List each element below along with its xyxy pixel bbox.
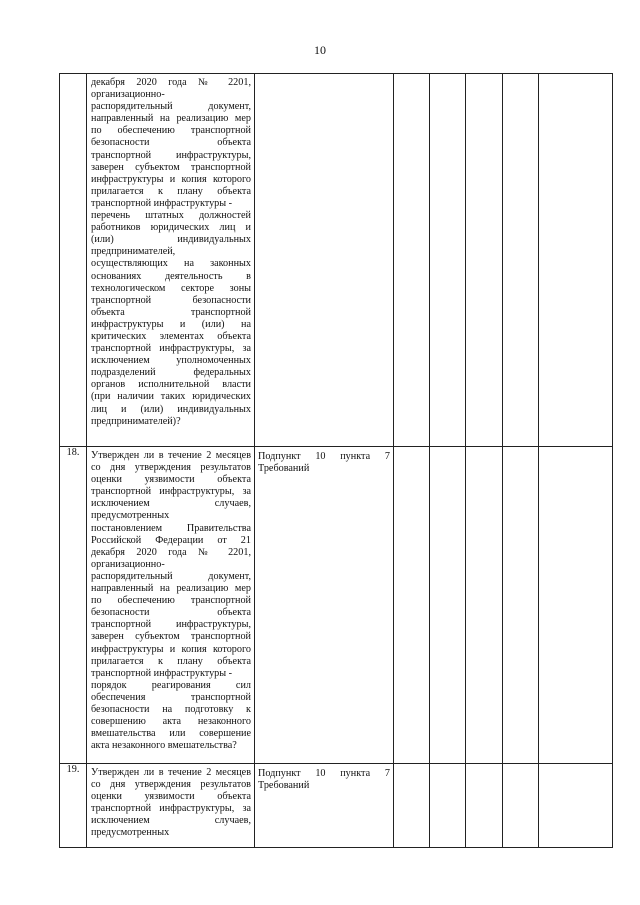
question-line: работников юридических лиц и	[91, 222, 251, 234]
question-line: (при наличии таких юридических	[91, 391, 251, 403]
reference-document: Требований	[258, 463, 310, 475]
reference-word: 7	[384, 451, 390, 462]
answer-cell	[466, 74, 503, 447]
question-line: подразделений федеральных	[91, 367, 251, 379]
question-line: инфраструктуры и (или) на	[91, 318, 251, 330]
question-line: объекта транспортной	[91, 306, 251, 318]
question-line: распорядительный документ,	[91, 101, 251, 113]
question-line: по обеспечению транспортной	[91, 595, 251, 607]
answer-cell	[394, 764, 430, 848]
question-line: лиц и (или) индивидуальных	[91, 403, 251, 415]
question-line: критических элементах объекта	[91, 330, 251, 342]
question-line: органов исполнительной власти	[91, 379, 251, 391]
answer-cell	[394, 74, 430, 447]
question-line: направленный на реализацию мер	[91, 113, 251, 125]
reference-word: 10	[315, 451, 326, 462]
answer-cell	[503, 447, 539, 764]
question-line: предпринимателей)?	[91, 415, 181, 427]
question-line: транспортной инфраструктуры,	[91, 619, 251, 631]
question-line: со дня утверждения результатов	[91, 462, 251, 474]
question-line: Российской Федерации от 21	[91, 534, 251, 546]
question-line: предусмотренных	[91, 510, 170, 522]
question-line: перечень штатных должностей	[91, 210, 251, 222]
question-line: исключением случаев,	[91, 498, 251, 510]
answer-cell	[539, 447, 613, 764]
question-line: заверен субъектом транспортной	[91, 161, 251, 173]
reference-document: Требований	[258, 780, 310, 792]
answer-cell	[503, 764, 539, 848]
question-line: Утвержден ли в течение 2 месяцев	[91, 767, 251, 778]
question-line: исключением случаев,	[91, 815, 251, 827]
question-line: оценки уязвимости объекта	[91, 791, 251, 803]
question-line: декабря 2020 года № 2201,	[91, 77, 251, 88]
question-line: распорядительный документ,	[91, 570, 251, 582]
question-line: технологическом секторе зоны	[91, 282, 251, 294]
checklist-row	[60, 74, 613, 447]
question-line: основаниях деятельность в	[91, 270, 251, 282]
reference-word: Подпункт	[258, 451, 301, 462]
question-line: декабря 2020 года № 2201,	[91, 546, 251, 558]
row-number: 19.	[60, 764, 87, 848]
requirement-reference-cell	[255, 74, 394, 447]
question-line: заверен субъектом транспортной	[91, 631, 251, 643]
question-line: безопасности объекта	[91, 137, 251, 149]
question-line: исключением уполномоченных	[91, 355, 251, 367]
question-line: транспортной инфраструктуры, за	[91, 486, 251, 498]
question-cell	[87, 764, 255, 848]
question-line: со дня утверждения результатов	[91, 779, 251, 791]
answer-cell	[539, 74, 613, 447]
checklist-table	[59, 73, 613, 848]
question-line: транспортной инфраструктуры -	[91, 667, 233, 679]
question-line: предусмотренных	[91, 827, 170, 839]
question-line: совершению акта незаконного	[91, 716, 251, 728]
answer-cell	[394, 447, 430, 764]
question-line: инфраструктуры и копия которого	[91, 643, 251, 655]
question-line: транспортной инфраструктуры -	[91, 197, 233, 209]
question-line: постановлением Правительства	[91, 522, 251, 534]
reference-word: Подпункт	[258, 768, 301, 779]
checklist-rows	[60, 74, 613, 848]
reference-word: 10	[315, 768, 326, 779]
question-line: организационно-	[91, 558, 165, 570]
question-line: осуществляющих на законных	[91, 258, 251, 270]
reference-word: пункта	[340, 768, 371, 779]
question-line: безопасности объекта	[91, 607, 251, 619]
answer-cell	[539, 764, 613, 848]
question-cell	[87, 74, 255, 447]
answer-cell	[466, 447, 503, 764]
requirement-reference-cell	[255, 764, 394, 848]
question-line: транспортной инфраструктуры,	[91, 149, 251, 161]
question-line: обеспечения транспортной	[91, 691, 251, 703]
question-line: прилагается к плану объекта	[91, 185, 251, 197]
page-number: 10	[314, 43, 326, 57]
requirement-reference-cell	[255, 447, 394, 764]
row-number	[60, 74, 87, 447]
question-line: безопасности на подготовку к	[91, 703, 251, 715]
question-line: инфраструктуры и копия которого	[91, 173, 251, 185]
question-line: порядок реагирования сил	[91, 679, 251, 691]
question-line: Утвержден ли в течение 2 месяцев	[91, 450, 251, 461]
answer-cell	[430, 74, 466, 447]
row-number: 18.	[60, 447, 87, 764]
question-line: организационно-	[91, 89, 165, 101]
answer-cell	[430, 447, 466, 764]
question-line: транспортной инфраструктуры, за	[91, 803, 251, 815]
answer-cell	[430, 764, 466, 848]
question-line: прилагается к плану объекта	[91, 655, 251, 667]
checklist-row	[60, 447, 613, 764]
question-line: транспортной безопасности	[91, 294, 251, 306]
question-line: направленный на реализацию мер	[91, 583, 251, 595]
question-line: предпринимателей,	[91, 246, 176, 258]
reference-word: пункта	[340, 451, 371, 462]
question-line: акта незаконного вмешательства?	[91, 740, 237, 752]
question-line: (или) индивидуальных	[91, 234, 251, 246]
question-line: по обеспечению транспортной	[91, 125, 251, 137]
answer-cell	[503, 74, 539, 447]
answer-cell	[466, 764, 503, 848]
reference-word: 7	[384, 768, 390, 779]
question-line: вмешательства или совершение	[91, 728, 251, 740]
checklist-row	[60, 764, 613, 848]
question-line: транспортной инфраструктуры, за	[91, 343, 251, 355]
question-cell	[87, 447, 255, 764]
question-line: оценки уязвимости объекта	[91, 474, 251, 486]
